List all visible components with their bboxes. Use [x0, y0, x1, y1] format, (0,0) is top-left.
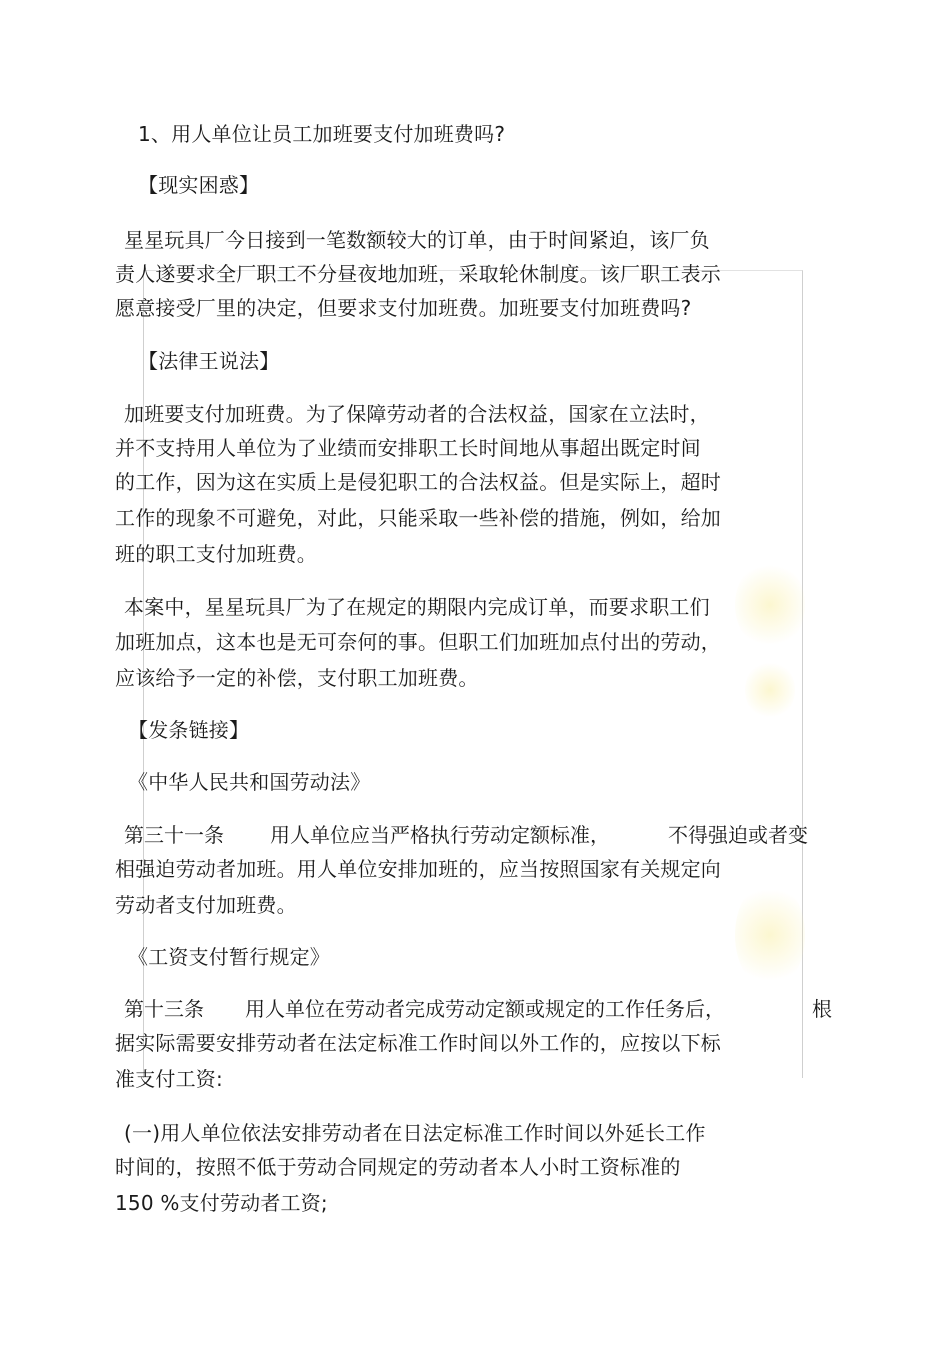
item1-line: 时间的，按照不低于劳动合同规定的劳动者本人小时工资标准的: [115, 1155, 681, 1179]
law1-line: 相强迫劳动者加班。用人单位安排加班的，应当按照国家有关规定向: [115, 857, 721, 881]
section-heading-links: 【发条链接】: [128, 718, 250, 742]
paper-stain: [735, 880, 805, 990]
paper-stain: [745, 660, 795, 720]
case-line: 应该给予一定的补偿，支付职工加班费。: [115, 666, 479, 690]
law1-article-text: 不得强迫或者变: [668, 823, 808, 847]
law-title-labor-law: 《中华人民共和国劳动法》: [128, 770, 371, 794]
law-talk-line: 的工作，因为这在实质上是侵犯职工的合法权益。但是实际上，超时: [115, 470, 721, 494]
law-talk-line: 班的职工支付加班费。: [115, 542, 317, 566]
law-talk-line: 并不支持用人单位为了业绩而安排职工长时间地从事超出既定时间: [115, 436, 701, 460]
case-line: 加班加点，这本也是无可奈何的事。但职工们加班加点付出的劳动，: [115, 630, 721, 654]
law-talk-line: 工作的现象不可避免，对此，只能采取一些补偿的措施，例如，给加: [115, 506, 721, 530]
paper-stain: [735, 560, 805, 650]
law1-article-number: 第三十一条: [124, 823, 224, 847]
law1-line: 劳动者支付加班费。: [115, 893, 297, 917]
law2-line: 准支付工资:: [115, 1067, 223, 1091]
reality-line: 愿意接受厂里的决定，但要求支付加班费。加班要支付加班费吗?: [115, 296, 692, 320]
reality-line: 责人遂要求全厂职工不分昼夜地加班，采取轮休制度。该厂职工表示: [115, 262, 721, 286]
item1-line: 150 %支付劳动者工资;: [115, 1191, 328, 1215]
law2-article-text: 根: [812, 997, 832, 1021]
section-heading-law-talk: 【法律王说法】: [138, 349, 280, 373]
case-line: 本案中，星星玩具厂为了在规定的期限内完成订单，而要求职工们: [124, 595, 710, 619]
law2-article-text: 用人单位在劳动者完成劳动定额或规定的工作任务后，: [245, 997, 725, 1021]
law1-article-text: 用人单位应当严格执行劳动定额标准，: [270, 823, 610, 847]
section-heading-reality: 【现实困惑】: [138, 173, 260, 197]
law2-line: 据实际需要安排劳动者在法定标准工作时间以外工作的，应按以下标: [115, 1031, 721, 1055]
reality-line: 星星玩具厂今日接到一笔数额较大的订单，由于时间紧迫，该厂负: [124, 228, 710, 252]
item1-line: (一)用人单位依法安排劳动者在日法定标准工作时间以外延长工作: [124, 1121, 706, 1145]
law2-article-number: 第十三条: [124, 997, 204, 1021]
law-talk-line: 加班要支付加班费。为了保障劳动者的合法权益，国家在立法时，: [124, 402, 710, 426]
page-title: 1、用人单位让员工加班要支付加班费吗?: [138, 122, 506, 146]
law-title-wage-rules: 《工资支付暂行规定》: [128, 945, 330, 969]
